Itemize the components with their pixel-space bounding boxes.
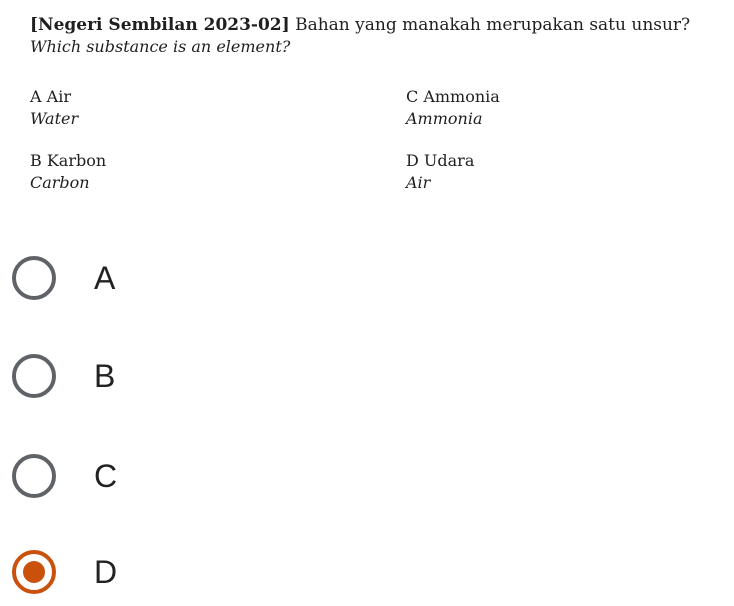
answer-option-c-label[interactable]: C (94, 458, 118, 494)
question-text: Bahan yang manakah merupakan satu unsur? (289, 15, 691, 35)
choice-a-english: Water (30, 109, 79, 128)
choice-d-english: Air (406, 173, 431, 192)
answer-option-a-label[interactable]: A (94, 260, 116, 296)
radio-dot-d (23, 561, 45, 583)
question-text-english: Which substance is an element? (30, 37, 291, 56)
answer-option-c[interactable] (12, 446, 192, 506)
answer-option-b-label[interactable]: B (94, 358, 116, 394)
choice-c-malay: C Ammonia (406, 87, 500, 106)
answer-option-b[interactable] (12, 346, 192, 406)
choice-c-english: Ammonia (406, 109, 483, 128)
answer-option-d-label[interactable]: D (94, 554, 118, 590)
choice-a-malay: A Air (30, 87, 71, 106)
answer-option-d[interactable] (12, 542, 192, 602)
choice-d-malay: D Udara (406, 151, 475, 170)
radio-button-a[interactable] (12, 256, 56, 300)
radio-button-c[interactable] (12, 454, 56, 498)
radio-button-b[interactable] (12, 354, 56, 398)
answer-option-a[interactable] (12, 248, 192, 308)
radio-button-d[interactable] (12, 550, 56, 594)
choice-b-english: Carbon (30, 173, 90, 192)
choice-b-malay: B Karbon (30, 151, 107, 170)
question-source-tag: [Negeri Sembilan 2023-02] (30, 15, 290, 35)
